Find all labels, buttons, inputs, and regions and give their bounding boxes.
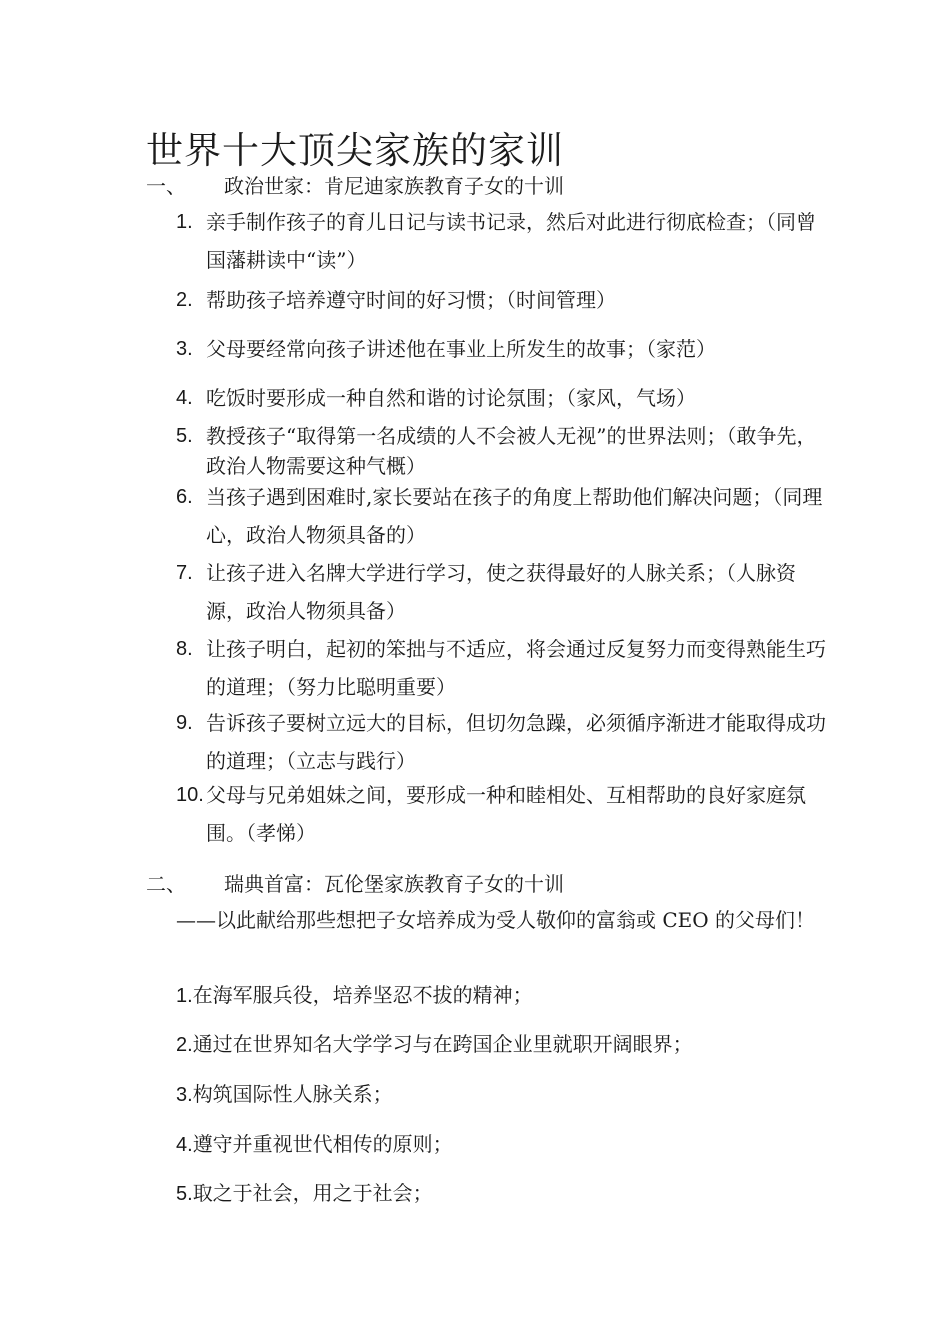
list-item-text: 父母与兄弟姐妹之间，要形成一种和睦相处、互相帮助的良好家庭氛围。（孝悌） bbox=[206, 783, 806, 845]
list-item-text: 帮助孩子培养遵守时间的好习惯；（时间管理） bbox=[206, 288, 616, 312]
list-item bbox=[176, 478, 826, 554]
list-item bbox=[176, 421, 826, 481]
list-item-text: 取之于社会，用之于社会； bbox=[192, 1181, 433, 1205]
list-item bbox=[176, 1079, 826, 1110]
list-item-number: 6. bbox=[176, 486, 193, 508]
list-item-text: 在海军服兵役，培养坚忍不拔的精神； bbox=[192, 983, 533, 1007]
list-item-number: 10. bbox=[176, 784, 204, 806]
list-item-number: 3. bbox=[176, 338, 193, 360]
list-item-text: 让孩子明白，起初的笨拙与不适应，将会通过反复努力而变得熟能生巧的道理；（努力比聪明重要） bbox=[206, 637, 826, 699]
list-item-number: 4. bbox=[176, 387, 193, 409]
section-marker: 二、 bbox=[146, 872, 186, 896]
section-heading-kennedy bbox=[146, 172, 564, 200]
list-item-number: 2. bbox=[176, 1034, 193, 1056]
document-title: 世界十大顶尖家族的家训 bbox=[146, 129, 564, 172]
list-item-number: 3. bbox=[176, 1084, 193, 1106]
list-item bbox=[176, 776, 826, 852]
list-item bbox=[176, 980, 826, 1011]
list-item-number: 1. bbox=[176, 211, 193, 233]
list-item-number: 5. bbox=[176, 425, 193, 447]
list-item-number: 9. bbox=[176, 712, 193, 734]
list-item-text: 遵守并重视世代相传的原则； bbox=[192, 1132, 453, 1156]
list-item-number: 2. bbox=[176, 289, 193, 311]
list-item-text: 通过在世界知名大学学习与在跨国企业里就职开阔眼界； bbox=[192, 1032, 693, 1056]
list-item bbox=[176, 1129, 826, 1160]
section-heading-wallenberg bbox=[146, 870, 564, 898]
list-item-number: 5. bbox=[176, 1183, 193, 1205]
list-item-text: 让孩子进入名牌大学进行学习，使之获得最好的人脉关系；（人脉资源，政治人物须具备） bbox=[206, 561, 796, 623]
list-item-text: 父母要经常向孩子讲述他在事业上所发生的故事；（家范） bbox=[206, 337, 716, 361]
list-item bbox=[176, 554, 826, 630]
list-item bbox=[176, 281, 826, 319]
list-item-text: 构筑国际性人脉关系； bbox=[192, 1082, 393, 1106]
list-item bbox=[176, 379, 826, 417]
dedication-text: ——以此献给那些想把子女培养成为受人敬仰的富翁或 CEO 的父母们！ bbox=[176, 908, 816, 932]
section-title: 政治世家：肯尼迪家族教育子女的十训 bbox=[224, 174, 564, 198]
list-item-number: 8. bbox=[176, 638, 193, 660]
list-item bbox=[176, 630, 826, 706]
list-item-text: 教授孩子“取得第一名成绩的人不会被人无视”的世界法则；（敢争先，政治人物需要这种气概） bbox=[206, 424, 817, 478]
list-item-number: 1. bbox=[176, 985, 193, 1007]
list-item-text: 吃饭时要形成一种自然和谐的讨论氛围；（家风，气场） bbox=[206, 386, 696, 410]
list-item bbox=[176, 203, 826, 279]
list-item-text: 告诉孩子要树立远大的目标，但切勿急躁，必须循序渐进才能取得成功的道理；（立志与践行） bbox=[206, 711, 826, 773]
section-title: 瑞典首富：瓦伦堡家族教育子女的十训 bbox=[224, 872, 564, 896]
list-item bbox=[176, 704, 826, 780]
section-marker: 一、 bbox=[146, 174, 186, 198]
list-item bbox=[176, 1029, 826, 1060]
list-item bbox=[176, 330, 826, 368]
list-item-number: 7. bbox=[176, 562, 193, 584]
list-item-number: 4. bbox=[176, 1134, 193, 1156]
list-item bbox=[176, 1178, 826, 1209]
list-item-text: 当孩子遇到困难时,家长要站在孩子的角度上帮助他们解决问题；（同理心，政治人物须具备的） bbox=[206, 485, 823, 547]
list-item-text: 亲手制作孩子的育儿日记与读书记录，然后对此进行彻底检查；（同曾国藩耕读中“读”） bbox=[206, 210, 816, 272]
